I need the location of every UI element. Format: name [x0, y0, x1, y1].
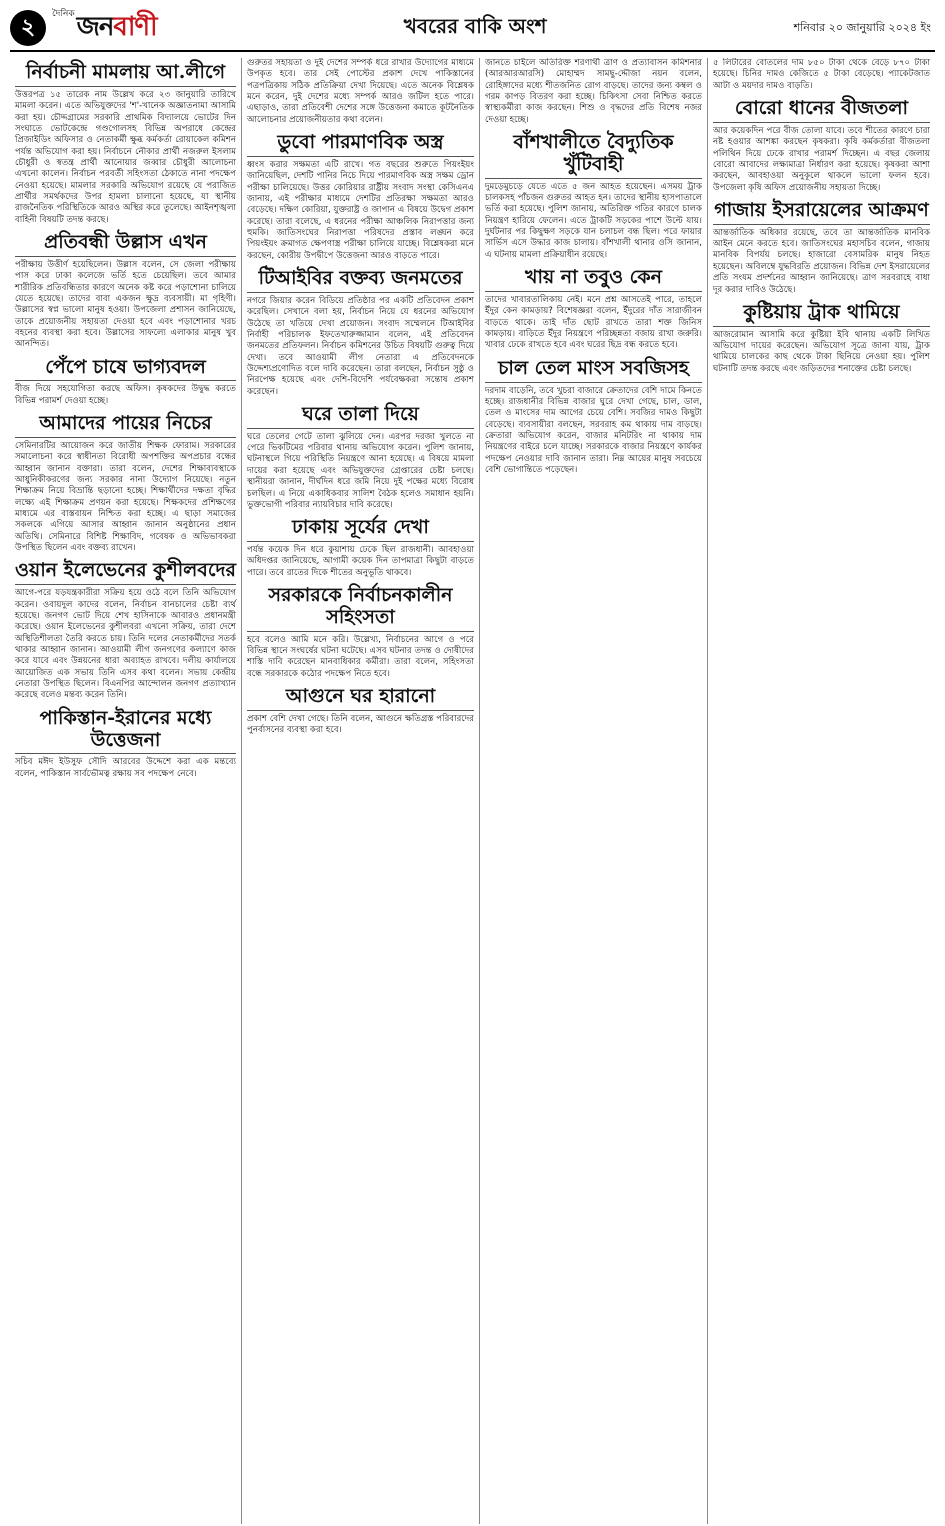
logo-part2: বাণী: [113, 12, 157, 42]
article-headline: খায় না তবুও কেন: [485, 267, 702, 292]
article-headline: ঘরে তালা দিয়ে: [247, 404, 474, 429]
article: [15, 413, 236, 554]
article-body: পরীক্ষায় উত্তীর্ণ হয়েছিলেন। উল্লাস বলেন, সে জেলা পরীক্ষায় পাস করে ঢাকা কলেজে ভর্তি হতে চেয়েছিল। তবে আমার শারীরিক প্রতিবন্ধিতার কারণে অনেক কষ্ট করে পড়াশোনা চালিয়ে যেতে হয়েছে। তাদের বাবা একজন ক্ষুদ্র ব্যবসায়ী। মা গৃহিণী। উল্লাসের স্বপ্ন ভালো মানুষ হওয়া। উপজেলা প্রশাসন জানিয়েছে, তাকে প্রয়োজনীয় সহায়তা দেওয়া হবে এবং পড়াশোনার খরচ বহনের ব্যবস্থা করা হবে। উল্লাসের সাফল্যে এলাকার মানুষ খুব আনন্দিত।: [15, 259, 236, 350]
article-body: হবে বলেও আমি মনে করি। উল্লেখ্য, নির্বাচনের আগে ও পরে বিভিন্ন স্থানে সংঘর্ষের ঘটনা ঘটেছে। এসব ঘটনার তদন্ত ও দোষীদের শাস্তি দাবি করেছেন মানবাধিকার কর্মীরা। তারা বলেন, সহিংসতা বন্ধে সরকারকে কঠোর পদক্ষেপ নিতে হবে।: [247, 634, 474, 679]
article-headline: পাকিস্তান-ইরানের মধ্যে উত্তেজনা: [15, 708, 236, 755]
article-body: বীজ দিয়ে সহযোগিতা করছে অফিস। কৃষকদের উদ্বুদ্ধ করতে বিভিন্ন পরামর্শ দেওয়া হচ্ছে।: [15, 384, 236, 406]
section-banner: খবরের বাকি অংশ: [403, 13, 547, 38]
article-headline: বাঁশখালীতে বৈদ্যুতিক খুঁটিবাহী: [485, 132, 702, 179]
article: [485, 132, 702, 261]
article-body: ৫ লিটারের বোতলের দাম ৮৫০ টাকা থেকে বেড়ে ৮৭০ টাকা হয়েছে। চিনির দামও কেজিতে ৫ টাকা বেড়েছে। প্যাকেটজাত আটা ও ময়দার দামও বাড়তি।: [713, 58, 930, 91]
article-headline: বোরো ধানের বীজতলা: [713, 98, 930, 123]
article-body: পর্যন্ত কয়েক দিন ধরে কুয়াশায় ঢেকে ছিল রাজধানী। আবহাওয়া অধিদপ্তর জানিয়েছে, আগামী কয়েক দিন তাপমাত্রা কিছুটা বাড়তে পারে। তবে রাতের দিকে শীতের অনুভূতি থাকবে।: [247, 545, 474, 578]
article-body: প্রকাশ বেশি দেখা গেছে। তিনি বলেন, আগুনে ক্ষতিগ্রস্ত পরিবারদের পুনর্বাসনের ব্যবস্থা করা হবে।: [247, 713, 474, 736]
article-headline: চাল তেল মাংস সবজিসহ: [485, 358, 702, 383]
article-body: দরদাম বাড়েনি, তবে খুচরা বাজারে ক্রেতাদের বেশি দামে কিনতে হচ্ছে। রাজধানীর বিভিন্ন বাজার ঘুরে দেখা গেছে, চাল, ডাল, তেল ও মাংসের দাম আগের চেয়ে বেশি। সবজির দামও কিছুটা বেড়েছে। ব্যবসায়ীরা বলছেন, সরবরাহ কম থাকায় দাম বাড়ছে। ক্রেতারা অভিযোগ করেন, বাজার মনিটরিং না থাকায় দাম নিয়ন্ত্রণের বাইরে চলে যাচ্ছে। সরকারকে বাজার নিয়ন্ত্রণে কার্যকর পদক্ষেপ নেওয়ার দাবি জানান তারা। নিম্ন আয়ের মানুষ সবচেয়ে বেশি ভোগান্তিতে পড়েছেন।: [485, 385, 702, 475]
article-headline: পেঁপে চাষে ভাগ্যবদল: [15, 357, 236, 382]
article: [15, 62, 236, 226]
article-headline: ওয়ান ইলেভেনের কুশীলবদের: [15, 560, 236, 585]
logo-daily: দৈনিক: [52, 9, 75, 19]
article-headline: নির্বাচনী মামলায় আ.লীগে: [15, 62, 236, 87]
issue-date: শনিবার ২০ জানুয়ারি ২০২৪ ইং: [793, 20, 931, 34]
article-body: আগে-পরে যড়যন্ত্রকারীরা সক্রিয় হয়ে ওঠে বলে তিনি অভিযোগ করেন। ওবায়দুল কাদের বলেন, নির্বাচন বানচালের চেষ্টা ব্যর্থ হয়েছে। জনগণ ভোট দিয়ে শেখ হাসিনাকে আবারও প্রধানমন্ত্রী করেছে। ওয়ান ইলেভেনের কুশীলবরা এখনো সক্রিয়, তারা দেশে অস্থিতিশীলতা তৈরি করতে চায়। তিনি দলের নেতাকর্মীদের সতর্ক থাকার আহ্বান জানান। আওয়ামী লীগ জনগণের কল্যাণে কাজ করে যাবে এবং উন্নয়নের ধারা অব্যাহত রাখবে। দলীয় কার্যালয়ে আয়োজিত এক সভায় তিনি এসব কথা বলেন। সভায় কেন্দ্রীয় নেতারা উপস্থিত ছিলেন। বিএনপির আন্দোলন জনগণ প্রত্যাখ্যান করেছে বলেও মন্তব্য করেন তিনি।: [15, 588, 236, 701]
article: [485, 58, 702, 126]
article-headline: প্রতিবন্ধী উল্লাস এখন: [15, 232, 236, 257]
column-4: [708, 58, 935, 1524]
article: [247, 132, 474, 262]
article-body: ঘরে তেলের গেটে তালা ঝুলিয়ে দেন। এরপর দরজা খুলতে না পেরে ভিকটিমের পরিবার থানায় অভিযোগ করেন। পুলিশ জানায়, ঘটনাস্থলে গিয়ে পরিস্থিতি নিয়ন্ত্রণে আনা হয়েছে। এ বিষয়ে মামলা দায়ের করা হয়েছে এবং অভিযুক্তদের গ্রেপ্তারের চেষ্টা চলছে। স্থানীয়রা জানান, দীর্ঘদিন ধরে জমি নিয়ে দুই পক্ষের মধ্যে বিরোধ চলছিল। এ নিয়ে একাধিকবার সালিশ বৈঠক হলেও সমাধান হয়নি। ভুক্তভোগী পরিবার ন্যায়বিচার দাবি করেছে।: [247, 431, 474, 510]
article-headline: সরকারকে নির্বাচনকালীন সহিংসতা: [247, 585, 474, 632]
columns: [10, 58, 935, 1524]
article: [15, 560, 236, 701]
article: [713, 58, 930, 92]
article-body: ধ্বংস করার সক্ষমতা এটি রাখে। গত বছরের শুরুতে পিয়ংইয়ং জানিয়েছিল, দেশটি পানির নিচে দিয়ে পারমাণবিক অস্ত্র সক্ষম ড্রোন পরীক্ষা চালিয়েছে। উত্তর কোরিয়ার রাষ্ট্রীয় সংবাদ সংস্থা কেসিএনএ জানায়, এই পরীক্ষার মাধ্যমে দেশটির প্রতিরক্ষা সক্ষমতা আরও বেড়েছে। দক্ষিণ কোরিয়া, যুক্তরাষ্ট্র ও জাপান এ বিষয়ে উদ্বেগ প্রকাশ করেছে। তারা বলেছে, এ ধরনের পরীক্ষা আঞ্চলিক নিরাপত্তার জন্য হুমকি। জাতিসংঘের নিরাপত্তা পরিষদের প্রস্তাব লঙ্ঘন করে পিয়ংইয়ং ক্রমাগত ক্ষেপণাস্ত্র পরীক্ষা চালিয়ে যাচ্ছে। বিশ্লেষকরা মনে করছেন, কোরীয় উপদ্বীপে উত্তেজনা আরও বাড়তে পারে।: [247, 159, 474, 261]
article-headline: কুষ্টিয়ায় ট্রাক থামিয়ে: [713, 302, 930, 327]
article-body: সচিব মঈদ ইউসুফ সৌদি আরবের উদ্দেশে করা এক মন্তব্যে বলেন, পাকিস্তান সার্বভৌমত্ব রক্ষায় সব পদক্ষেপ নেবে।: [15, 757, 236, 779]
article-headline: টিআইবির বক্তব্য জনমতের: [247, 268, 474, 293]
article: [247, 517, 474, 579]
page-number: ২: [10, 10, 46, 46]
article: [247, 268, 474, 398]
article: [485, 358, 702, 477]
article-headline: ডুবো পারমাণবিক অস্ত্র: [247, 132, 474, 157]
article-body: নগরে জিয়ার করেন বিডিয়ে প্রতিষ্ঠার পর একটি প্রতিবেদন প্রকাশ করেছিল। সেখানে বলা হয়, নির্বাচন নিয়ে যে ধরনের অভিযোগ উঠেছে তা খতিয়ে দেখা প্রয়োজন। সংবাদ সম্মেলনে টিআইবির নির্বাহী পরিচালক ইফতেখারুজ্জামান বলেন, এই প্রতিবেদন জনমতের প্রতিফলন। নির্বাচন কমিশনের উচিত বিষয়টি গুরুত্ব দিয়ে দেখা। তবে আওয়ামী লীগ নেতারা এ প্রতিবেদনকে উদ্দেশ্যপ্রণোদিত বলে দাবি করেছেন। তারা বলছেন, নির্বাচন সুষ্ঠু ও নিরপেক্ষ হয়েছে এবং দেশি-বিদেশি পর্যবেক্ষকরা সন্তোষ প্রকাশ করেছেন।: [247, 295, 474, 397]
article: [247, 404, 474, 511]
article: [485, 267, 702, 352]
article-body: গুরুতর সহায়তা ও দুই দেশের সম্পর্ক ধরে রাখার উদ্যোগের মাধ্যমে উপকৃত হবে। তার সেই পোস্টের প্রকাশ দেখে পাকিস্তানের পত্রপত্রিকায় সঠিক প্রতিক্রিয়া দেখা দিয়েছে। এতে অনেক বিশ্লেষক মনে করেন, দুই দেশের মধ্যে সম্পর্ক আরও জটিল হতে পারে। এছাড়াও, তারা প্রতিবেশী দেশের সঙ্গে উত্তেজনা কমাতে কূটনৈতিক আলোচনার প্রয়োজনীয়তার কথা বলেন।: [247, 58, 474, 125]
article-headline: ঢাকায় সূর্যের দেখা: [247, 517, 474, 542]
article: [713, 302, 930, 375]
article-body: দুমড়েমুচড়ে যেতে এতে ৫ জন আহত হয়েছেন। এসময় ট্রাক চালকসহ পাঁচজন গুরুতর আহত হন। তাদের স্থানীয় হাসপাতালে ভর্তি করা হয়েছে। পুলিশ জানায়, অতিরিক্ত গতির কারণে চালক নিয়ন্ত্রণ হারিয়ে ফেলেন। এতে ট্রাকটি সড়কের পাশে উল্টে যায়। দুর্ঘটনার পর কিছুক্ষণ সড়কে যান চলাচল বন্ধ ছিল। পরে ফায়ার সার্ভিস এসে উদ্ধার কাজ চালায়। বাঁশখালী থানার ওসি জানান, এ ঘটনায় মামলা প্রক্রিয়াধীন রয়েছে।: [485, 181, 702, 260]
masthead: [10, 6, 935, 52]
article-headline: আমাদের পায়ের নিচের: [15, 413, 236, 438]
article: [247, 585, 474, 680]
article-body: উত্তরপত্র ১৫ তারেক নাম উল্লেখ করে ২৩ জানুয়ারি তারিখে মামলা করেন। এতে অভিযুক্তদের 'শ'-খানেক অজ্ঞাতনামা আসামি করা হয়। চৌদ্দগ্রামের সরকারি প্রাথমিক বিদ্যালয়ে ভোটের দিন সংঘাতে ভোটকেন্দ্রে গণ্ডগোলসহ বিভিন্ন অপরাধে কেন্দ্রের প্রিজাইডিং অফিসার ও নেতাকর্মী ক্ষুব্ধ কর্মকর্তা রোয়াকেল কমিশন পর্যন্ত অভিযোগ করা হয়। নির্বাচনে নৌকার প্রার্থী নজরুল ইসলাম চৌধুরী ও স্বতন্ত্র প্রার্থী আনোয়ার জব্বার চৌধুরী আলোচনা এখনো কালেন। নির্বাচন পরবর্তী সহিংসতা ঠেকাতে নানা পদক্ষেপ নেওয়া হয়েছে। মামলার সরকারি অভিযোগ রয়েছে যে পরাজিত প্রার্থীর সমর্থকদের উপর হামলা চালানো হয়েছে, যা স্থানীয় রাজনৈতিক পরিস্থিতিকে আরও অস্থির করে তুলেছে। আইনশৃঙ্খলা বাহিনী বিষয়টি তদন্ত করছে।: [15, 89, 236, 225]
article: [247, 686, 474, 737]
article-headline: আগুনে ঘর হারানো: [247, 686, 474, 711]
column-3: [480, 58, 708, 1524]
article-headline: গাজায় ইসরায়েলের আক্রমণ: [713, 200, 930, 225]
column-2: [242, 58, 480, 1524]
article: [247, 58, 474, 126]
article: [713, 98, 930, 194]
article-body: আজরোমান আসামি করে কুষ্টিয়া ইবি থানায় একটি লিখিত অভিযোগ দায়ের করেছেন। অভিযোগ সূত্রে জানা যায়, ট্রাক থামিয়ে চালকের কাছ থেকে টাকা ছিনিয়ে নেওয়া হয়। পুলিশ ঘটনাটি তদন্ত করছে এবং জড়িতদের শনাক্তের চেষ্টা চলছে।: [713, 329, 930, 374]
article-body: সেমিনারটির আয়োজন করে জাতীয় শিক্ষক ফোরাম। সরকারের সমালোচনা করে স্বাধীনতা বিরোধী অপশক্তির অপপ্রচার বন্ধের আহ্বান জানান বক্তারা। তারা বলেন, দেশের শিক্ষাব্যবস্থাকে আধুনিকীকরণের জন্য সরকার নানা উদ্যোগ নিয়েছে। নতুন শিক্ষাক্রম নিয়ে বিভ্রান্তি ছড়ানো হচ্ছে। শিক্ষার্থীদের দক্ষতা বৃদ্ধির লক্ষ্যে এই শিক্ষাক্রম প্রণয়ন করা হয়েছে। শিক্ষকদের প্রশিক্ষণের মাধ্যমে এর বাস্তবায়ন নিশ্চিত করা হচ্ছে। এ ছাড়া সমাজের সকলকে এগিয়ে আসার আহ্বান জানান অনুষ্ঠানের প্রধান অতিথি। সেমিনারে বিশিষ্ট শিক্ষাবিদ, গবেষক ও অভিভাবকরা উপস্থিত ছিলেন এবং বক্তব্য রাখেন।: [15, 440, 236, 554]
newspaper-logo: [52, 6, 157, 50]
article-body: তাদের খাবারতালিকায় নেই। মনে প্রশ্ন আসতেই পারে, তাহলে ইঁদুর কেন কামড়ায়? বিশেষজ্ঞরা বলেন, ইঁদুরের দাঁত সারাজীবন বাড়তে থাকে। তাই দাঁত ছোট রাখতে তারা শক্ত জিনিস কামড়ায়। বাড়িতে ইঁদুর নিয়ন্ত্রণে পরিচ্ছন্নতা বজায় রাখা জরুরি। খাবার ঢেকে রাখতে হবে এবং ঘরের ছিদ্র বন্ধ করতে হবে।: [485, 295, 702, 351]
logo-part1: জন: [76, 12, 114, 42]
column-1: [10, 58, 242, 1524]
article: [15, 708, 236, 780]
article-body: জানতে চাইলে অতিরিক্ত শরণার্থী ত্রাণ ও প্রত্যাবাসন কমিশনার (আরআরআরসি) মোহাম্মদ সামছু-দ্দৌজা নয়ন বলেন, রোহিঙ্গাদের মধ্যে শীতজনিত রোগ বাড়ছে। তাদের জন্য কম্বল ও গরম কাপড় বিতরণ করা হচ্ছে। চিকিৎসা সেবা নিশ্চিত করতে স্বাস্থ্যকর্মীরা কাজ করছেন। শিশু ও বৃদ্ধদের প্রতি বিশেষ নজর দেওয়া হচ্ছে।: [485, 58, 702, 125]
article-body: আন্তর্জাতিক অধিকার রয়েছে, তবে তা আন্তর্জাতিক মানবিক আইন মেনে করতে হবে। জাতিসংঘের মহাসচিব বলেন, গাজায় মানবিক বিপর্যয় চলছে। হাজারো বেসামরিক মানুষ নিহত হয়েছেন। অবিলম্বে যুদ্ধবিরতি প্রয়োজন। বিভিন্ন দেশ ইসরায়েলের প্রতি সংযম প্রদর্শনের আহ্বান জানিয়েছে। ত্রাণ সরবরাহে বাধা দূর করার দাবিও উঠেছে।: [713, 227, 930, 295]
article: [15, 232, 236, 351]
logo-name: [77, 6, 157, 50]
article: [713, 200, 930, 296]
article-body: আর কয়েকদিন পরে বীজ তোলা যাবে। তবে শীতের কারণে চারা নষ্ট হওয়ার আশঙ্কা করছেন কৃষকরা। কৃষি কর্মকর্তারা বীজতলা পলিথিন দিয়ে ঢেকে রাখার পরামর্শ দিচ্ছেন। এ বছর জেলায় বোরো আবাদের লক্ষ্যমাত্রা নির্ধারণ করা হয়েছে। কৃষকরা আশা করছেন, আবহাওয়া অনুকূলে থাকলে ভালো ফলন হবে। উপজেলা কৃষি অফিস প্রয়োজনীয় সহায়তা দিচ্ছে।: [713, 125, 930, 193]
article: [15, 357, 236, 408]
